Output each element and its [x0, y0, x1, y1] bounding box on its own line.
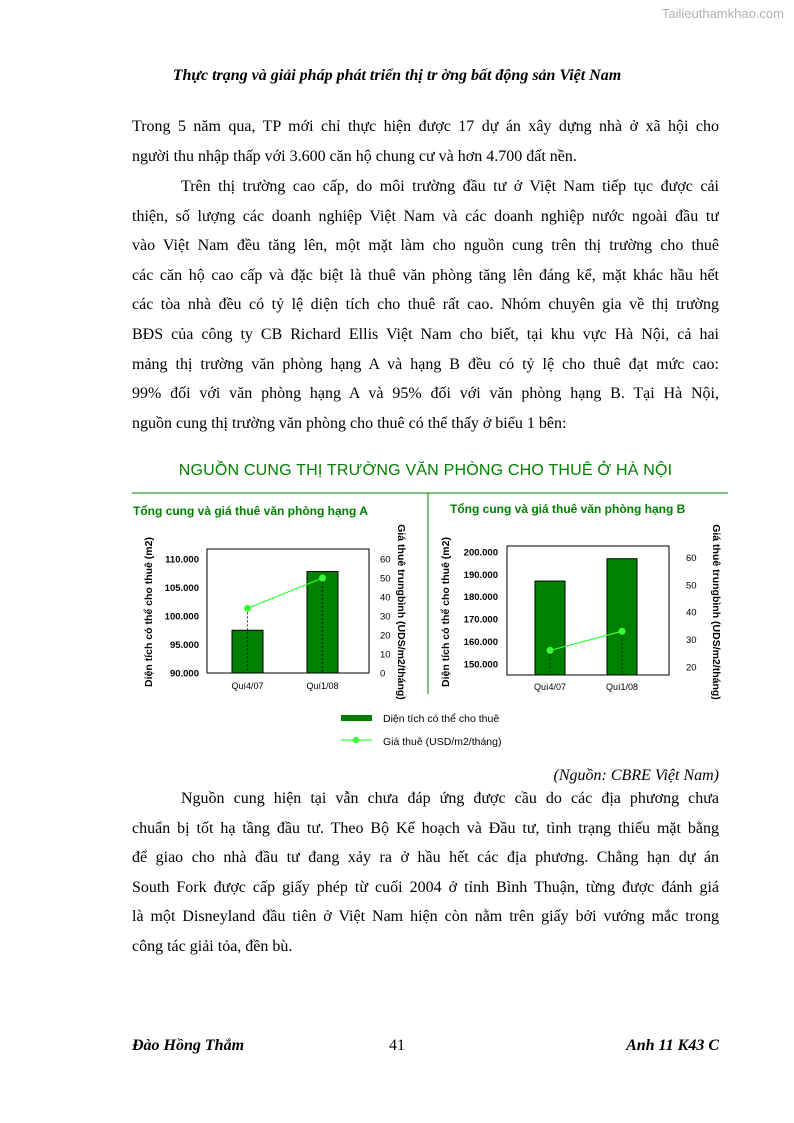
chart-b-ytick: 190.000: [463, 569, 498, 581]
chart-a-y2tick: 30: [380, 611, 391, 623]
chart-heading: NGUỒN CUNG THỊ TRƯỜNG VĂN PHÒNG CHO THUÊ Ở HÀ NỘI: [178, 462, 673, 479]
text-line: công tác giải tỏa, đền bù.: [132, 937, 293, 955]
text-line: Trong 5 năm qua, TP mới chỉ thực hiện được 17 dự án xây dựng nhà ở xã hội cho: [132, 118, 719, 135]
chart-a: [133, 504, 407, 700]
chart-a-plot-area: [207, 549, 369, 673]
chart-a-category-label: Quí4/07: [231, 681, 264, 691]
footer-page-number: 41: [389, 1037, 405, 1054]
chart-a-y2tick: 0: [380, 668, 386, 680]
legend-bar-swatch: [341, 715, 372, 721]
text-line: các căn hộ cao cấp và đặc biệt là thuê văn phòng tăng lên đáng kể, mặt khác hầu hết: [132, 266, 719, 284]
chart-a-y2tick: 50: [380, 573, 391, 585]
watermark: Tailieuthamkhao.com: [661, 6, 784, 21]
chart-b-title: Tổng cung và giá thuê văn phòng hạng B: [450, 502, 686, 516]
text-line: Trên thị trường cao cấp, do môi trường đầu tư ở Việt Nam tiếp tục được cải: [181, 178, 719, 195]
text-line: mảng thị trường văn phòng hạng A và hạng B đều có tỷ lệ cho thuê đạt mức cao:: [132, 355, 719, 373]
chart-a-y2tick: 60: [380, 554, 391, 566]
footer-author: Đào Hồng Thắm: [132, 1037, 245, 1054]
chart-a-y2tick: 40: [380, 592, 391, 604]
chart-b-ytick: 150.000: [463, 659, 498, 671]
chart-b: [440, 502, 722, 700]
chart-b-y2tick: 40: [686, 607, 697, 619]
text-line: thiện, số lượng các doanh nghiệp Việt Nam và các doanh nghiệp nước ngoài đầu tư: [132, 207, 719, 225]
chart-a-price-point: [244, 605, 251, 612]
chart-b-y2tick: 20: [686, 662, 697, 674]
chart-b-bar: [607, 559, 637, 675]
chart-a-y2tick: 20: [380, 630, 391, 642]
chart-a-price-point: [319, 575, 326, 582]
chart-b-ylabel: Diện tích có thể cho thuê (m2): [440, 537, 452, 687]
text-line: là một Disneyland đầu tiên ở Việt Nam hiện còn nằm trên giấy bởi vướng mắc trong: [132, 908, 719, 926]
text-line: BĐS của công ty CB Richard Ellis Việt Nam cho biết, tại khu vực Hà Nội, cả hai: [132, 325, 719, 343]
chart-a-ytick: 105.000: [164, 583, 199, 594]
chart-a-title: Tổng cung và giá thuê văn phòng hạng A: [133, 504, 368, 518]
chart-a-ytick: 110.000: [165, 554, 199, 566]
chart-b-bar: [535, 581, 565, 675]
text-line: nguồn cung thị trường văn phòng cho thuê có thể thấy ở biểu 1 bên:: [132, 414, 567, 432]
chart-a-ytick: 95.000: [169, 640, 199, 651]
text-line: các tòa nhà đều có tỷ lệ diện tích cho thuê rất cao. Nhóm chuyên gia về thị trường: [132, 296, 719, 314]
chart-b-ytick: 170.000: [463, 614, 498, 626]
chart-b-category-label: Quí4/07: [533, 682, 567, 692]
page-header: Thực trạng và giải pháp phát triển thị tr ờng bất động sản Việt Nam: [172, 67, 622, 84]
chart-legend: [341, 713, 501, 748]
text-line: người thu nhập thấp với 3.600 căn hộ chung cư và hơn 4.700 đất nền.: [132, 147, 577, 165]
text-line: để giao cho nhà đầu tư đang xảy ra ở hầu hết các địa phương. Chẳng hạn dự án: [132, 849, 719, 867]
chart-b-y2tick: 50: [686, 580, 697, 592]
chart-b-price-point: [547, 647, 554, 654]
chart-b-ytick: 200.000: [463, 547, 498, 559]
chart-b-category-label: Quí1/08: [605, 682, 639, 692]
chart-a-ytick: 90.000: [169, 668, 199, 680]
paragraph-3: [132, 784, 719, 962]
chart-b-price-point: [619, 628, 626, 635]
text-line: 99% đối với văn phòng hạng A và 95% đối với văn phòng hạng B. Tại Hà Nội,: [132, 385, 719, 403]
chart-b-y2tick: 60: [686, 552, 697, 564]
legend-line-marker: [353, 737, 359, 743]
chart-b-ytick: 160.000: [463, 636, 498, 648]
legend-bar-label: Diện tích có thể cho thuê: [383, 713, 500, 725]
text-line: Nguồn cung hiện tại vẫn chưa đáp ứng được cầu do các địa phương chưa: [181, 790, 719, 807]
chart-a-y2label: Giá thuê trungbình (UDS/m2/tháng): [395, 524, 407, 700]
legend-line-label: Giá thuê (USD/m2/tháng): [383, 736, 502, 748]
text-line: South Fork được cấp giấy phép từ cuối 2004 ở tỉnh Bình Thuận, từng được đánh giá: [132, 878, 719, 896]
chart-a-category-label: Quí1/08: [306, 681, 339, 691]
chart-a-y2tick: 10: [380, 649, 391, 661]
text-line: vào Việt Nam đều tăng lên, một mặt làm cho nguồn cung trên thị trường cho thuê: [132, 237, 719, 255]
chart-a-ytick: 100.000: [164, 611, 199, 623]
chart-a-ylabel: Diện tích có thể cho thuê (m2): [143, 537, 155, 687]
footer-class: Anh 11 K43 C: [626, 1037, 719, 1054]
chart-b-y2tick: 30: [686, 634, 697, 646]
chart-b-ytick: 180.000: [463, 592, 498, 604]
chart-b-plot-area: [507, 546, 669, 675]
text-line: chuẩn bị tốt hạ tầng đầu tư. Theo Bộ Kế hoạch và Đầu tư, tình trạng thiếu mặt bằng: [132, 819, 719, 837]
chart-b-y2label: Giá thuê trungbình (UDS/m2/tháng): [710, 524, 722, 700]
chart-source: (Nguồn: CBRE Việt Nam): [553, 767, 719, 784]
